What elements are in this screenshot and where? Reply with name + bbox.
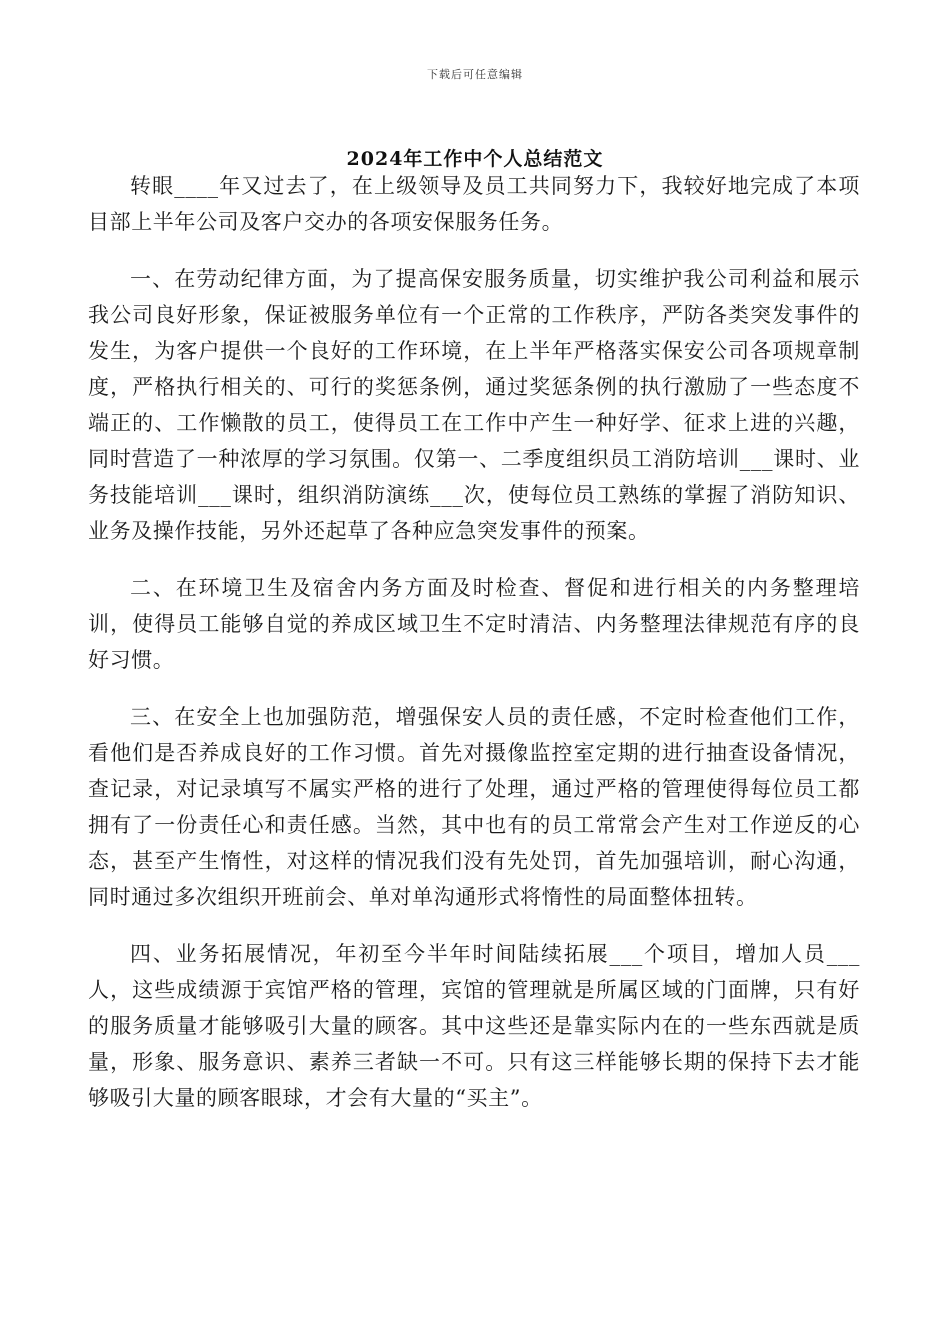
paragraph-business-expansion: 四、业务拓展情况，年初至今半年时间陆续拓展___个项目，增加人员___人，这些成绩源于宾馆严格的管理，宾馆的管理就是所属区域的门面牌，只有好的服务质量才能够吸引大量的顾客。其中这些还是靠实际内在的一些东西就是质量，形象、服务意识、素养三者缺一不可。只有这三样能够长期的保持下去才能够吸引大量的顾客眼球，才会有大量的“买主”。 [88,942,860,1110]
paragraph-environment-hygiene: 二、在环境卫生及宿舍内务方面及时检查、督促和进行相关的内务整理培训，使得员工能够自觉的养成区域卫生不定时清洁、内务整理法律规范有序的良好习惯。 [88,576,860,672]
paragraph-intro: 转眼____年又过去了，在上级领导及员工共同努力下，我较好地完成了本项目部上半年公司及客户交办的各项安保服务任务。 [88,174,860,234]
header-note: 下载后可任意编辑 [427,68,523,81]
document-body [88,168,860,1137]
paragraph-labor-discipline: 一、在劳动纪律方面，为了提高保安服务质量，切实维护我公司利益和展示我公司良好形象，保证被服务单位有一个正常的工作秩序，严防各类突发事件的发生，为客户提供一个良好的工作环境，在上半年严格落实保安公司各项规章制度，严格执行相关的、可行的奖惩条例，通过奖惩条例的执行激励了一些态度不端正的、工作懒散的员工，使得员工在工作中产生一种好学、征求上进的兴趣，同时营造了一种浓厚的学习氛围。仅第一、二季度组织员工消防培训___课时、业务技能培训___课时，组织消防演练___次，使每位员工熟练的掌握了消防知识、业务及操作技能，另外还起草了各种应急突发事件的预案。 [88,267,860,543]
document-title: 2024年工作中个人总结范文 [346,148,604,170]
paragraph-safety: 三、在安全上也加强防范，增强保安人员的责任感，不定时检查他们工作，看他们是否养成良好的工作习惯。首先对摄像监控室定期的进行抽查设备情况，查记录，对记录填写不属实严格的进行了处理，通过严格的管理使得每位员工都拥有了一份责任心和责任感。当然，其中也有的员工常常会产生对工作逆反的心态，甚至产生惰性，对这样的情况我们没有先处罚，首先加强培训，耐心沟通，同时通过多次组织开班前会、单对单沟通形式将惰性的局面整体扭转。 [88,705,860,909]
